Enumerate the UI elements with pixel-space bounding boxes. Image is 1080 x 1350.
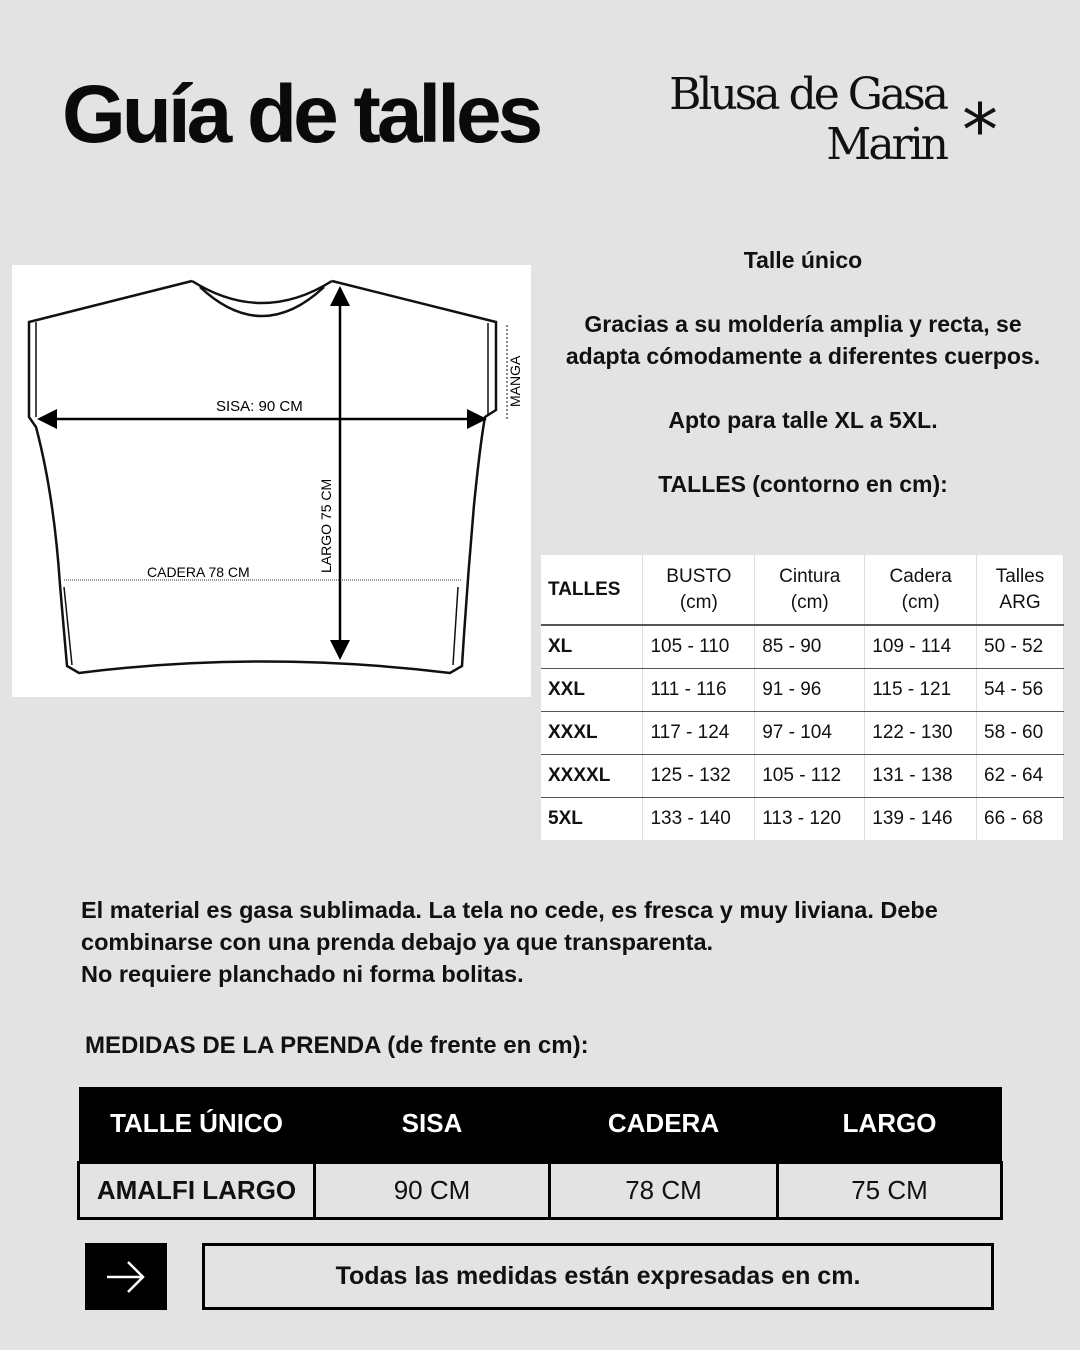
page-title: Guía de talles xyxy=(62,69,540,160)
table-cell: 66 - 68 xyxy=(977,797,1064,840)
table-cell: XXXL xyxy=(541,711,643,754)
table-row xyxy=(541,797,1064,840)
table-cell: XXXXL xyxy=(541,754,643,797)
fit-description: Gracias a su moldería amplia y recta, se adapta cómodamente a diferentes cuerpos. xyxy=(565,311,1041,369)
table-cell: AMALFI LARGO xyxy=(79,1162,315,1218)
table-cell: 54 - 56 xyxy=(977,668,1064,711)
table-cell: 50 - 52 xyxy=(977,625,1064,668)
table-cell: 62 - 64 xyxy=(977,754,1064,797)
table-cell: 75 CM xyxy=(778,1162,1002,1218)
table-cell: 90 CM xyxy=(315,1162,550,1218)
table-cell: 125 - 132 xyxy=(643,754,755,797)
col-header: SISA xyxy=(315,1087,550,1162)
table-cell: XL xyxy=(541,625,643,668)
table-row xyxy=(79,1162,1002,1218)
table-cell: 117 - 124 xyxy=(643,711,755,754)
table-cell: 111 - 116 xyxy=(643,668,755,711)
table-cell: XXL xyxy=(541,668,643,711)
table-cell: 78 CM xyxy=(550,1162,778,1218)
table-cell: 97 - 104 xyxy=(755,711,865,754)
garment-measures-table xyxy=(77,1087,1003,1220)
table-header-row xyxy=(79,1087,1002,1162)
arrow-right-icon xyxy=(85,1243,167,1310)
size-table-heading: TALLES (contorno en cm): xyxy=(658,471,948,497)
col-header: CADERA xyxy=(550,1087,778,1162)
table-cell: 122 - 130 xyxy=(865,711,977,754)
col-header: LARGO xyxy=(778,1087,1002,1162)
col-header: TALLE ÚNICO xyxy=(79,1087,315,1162)
col-header: BUSTO (cm) xyxy=(643,555,755,625)
garment-diagram xyxy=(12,265,531,697)
material-line: No requiere planchado ni forma bolitas. xyxy=(81,961,524,987)
shirt-illustration xyxy=(12,265,531,697)
table-cell: 105 - 110 xyxy=(643,625,755,668)
units-note: Todas las medidas están expresadas en cm. xyxy=(202,1243,994,1310)
table-cell: 5XL xyxy=(541,797,643,840)
product-name-line2: Marin xyxy=(826,119,946,170)
table-row xyxy=(541,625,1064,668)
size-table xyxy=(541,555,1064,840)
garment-measures-heading: MEDIDAS DE LA PRENDA (de frente en cm): xyxy=(85,1032,589,1059)
table-row xyxy=(541,668,1064,711)
size-label: Talle único xyxy=(743,247,863,273)
manga-label: MANGA xyxy=(507,355,523,407)
material-description xyxy=(81,894,938,990)
col-header: TALLES xyxy=(541,555,643,625)
cadera-label: CADERA 78 CM xyxy=(147,564,250,580)
sisa-label: SISA: 90 CM xyxy=(216,398,303,415)
asterisk-icon: * xyxy=(962,88,998,172)
table-header-row xyxy=(541,555,1064,625)
table-cell: 85 - 90 xyxy=(755,625,865,668)
table-cell: 139 - 146 xyxy=(865,797,977,840)
table-cell: 115 - 121 xyxy=(865,668,977,711)
largo-label: LARGO 75 CM xyxy=(318,478,334,573)
table-cell: 113 - 120 xyxy=(755,797,865,840)
shirt-outline xyxy=(29,281,496,673)
table-cell: 131 - 138 xyxy=(865,754,977,797)
size-info xyxy=(560,244,1046,532)
col-header: Cintura (cm) xyxy=(755,555,865,625)
product-name xyxy=(669,70,946,170)
table-cell: 105 - 112 xyxy=(755,754,865,797)
table-cell: 109 - 114 xyxy=(865,625,977,668)
material-line: combinarse con una prenda debajo ya que transparenta. xyxy=(81,929,714,955)
col-header: Cadera (cm) xyxy=(865,555,977,625)
material-line: El material es gasa sublimada. La tela no cede, es fresca y muy liviana. Debe xyxy=(81,897,938,923)
table-row xyxy=(541,711,1064,754)
table-cell: 133 - 140 xyxy=(643,797,755,840)
fit-range: Apto para talle XL a 5XL. xyxy=(668,407,938,433)
table-cell: 91 - 96 xyxy=(755,668,865,711)
table-cell: 58 - 60 xyxy=(977,711,1064,754)
product-name-line1: Blusa de Gasa xyxy=(669,69,946,120)
table-row xyxy=(541,754,1064,797)
col-header: Talles ARG xyxy=(977,555,1064,625)
